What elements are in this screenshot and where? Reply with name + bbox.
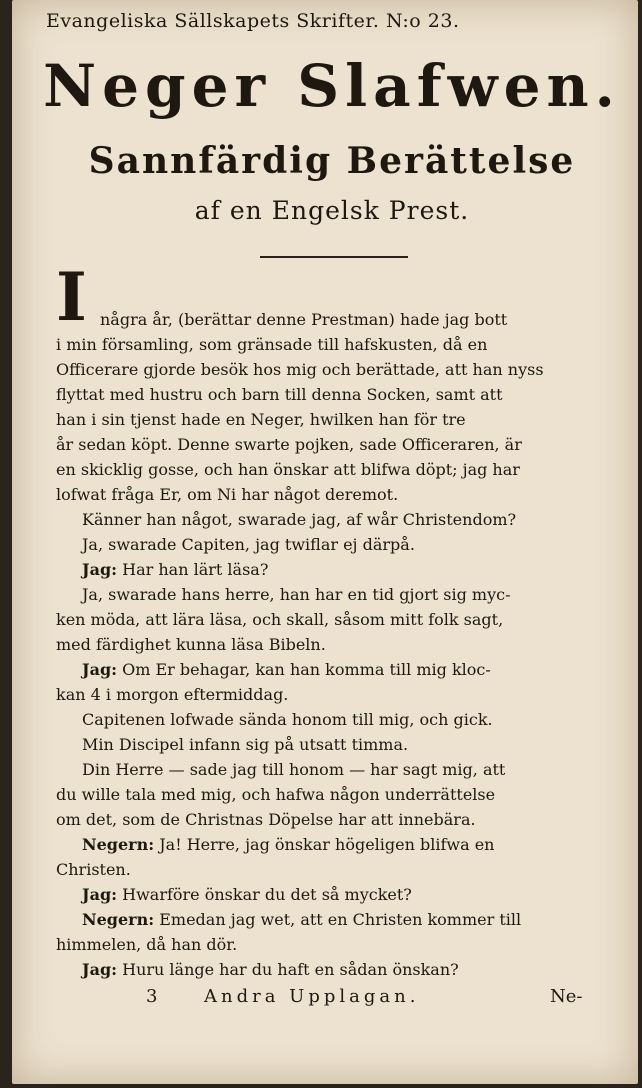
title-divider bbox=[260, 256, 408, 258]
document-title: Neger Slafwen. bbox=[43, 52, 621, 120]
text-line: med färdighet kunna läsa Bibeln. bbox=[56, 635, 326, 654]
text-line: Huru länge har du haft en sådan önskan? bbox=[122, 960, 459, 979]
text-line: Capitenen lofwade sända honom till mig, och gick. bbox=[82, 710, 493, 729]
speaker-label: Jag: bbox=[82, 660, 118, 679]
text-line: flyttat med hustru och barn till denna Socken, samt att bbox=[56, 385, 503, 404]
speaker-label: Negern: bbox=[82, 910, 155, 929]
text-line: Officerare gjorde besök hos mig och berättade, att han nyss bbox=[56, 360, 544, 379]
dialogue-line bbox=[82, 958, 459, 982]
document-subtitle: Sannfärdig Berättelse bbox=[88, 140, 576, 182]
speaker-label: Jag: bbox=[82, 960, 118, 979]
text-line: några år, (berättar denne Prestman) hade jag bott bbox=[100, 310, 508, 329]
text-line: Din Herre — sade jag till honom — har sagt mig, att bbox=[82, 760, 506, 779]
text-line: Ja, swarade hans herre, han har en tid gjort sig myc- bbox=[82, 585, 511, 604]
signature-mark: 3 bbox=[146, 986, 158, 1007]
document-byline: af en Engelsk Prest. bbox=[194, 196, 470, 225]
document-page bbox=[12, 0, 638, 1084]
dialogue-line bbox=[82, 833, 494, 857]
text-line: du wille tala med mig, och hafwa någon underrättelse bbox=[56, 785, 496, 804]
text-line: år sedan köpt. Denne swarte pojken, sade Officeraren, är bbox=[56, 435, 522, 454]
text-line: Christen. bbox=[56, 860, 131, 879]
text-line: Ja, swarade Capiten, jag twiflar ej därpå. bbox=[82, 535, 415, 554]
series-header: Evangeliska Sällskapets Skrifter. N:o 23. bbox=[46, 10, 460, 32]
speaker-label: Negern: bbox=[82, 835, 155, 854]
speaker-label: Jag: bbox=[82, 560, 118, 579]
dialogue-line bbox=[82, 558, 268, 582]
text-line: Ja! Herre, jag önskar högeligen blifwa en bbox=[159, 835, 495, 854]
text-line: Om Er behagar, kan han komma till mig kloc- bbox=[122, 660, 491, 679]
text-line: Min Discipel infann sig på utsatt timma. bbox=[82, 735, 409, 754]
text-line: Emedan jag wet, att en Christen kommer till bbox=[159, 910, 522, 929]
speaker-label: Jag: bbox=[82, 885, 118, 904]
text-line: lofwat fråga Er, om Ni har något deremot. bbox=[56, 485, 399, 504]
text-line: himmelen, då han dör. bbox=[56, 935, 238, 954]
text-line: kan 4 i morgon eftermiddag. bbox=[56, 685, 289, 704]
catchword: Ne- bbox=[550, 986, 583, 1007]
dialogue-line bbox=[82, 658, 491, 682]
text-line: i min församling, som gränsade till hafskusten, då en bbox=[56, 335, 488, 354]
edition-note: Andra Upplagan. bbox=[204, 986, 420, 1007]
text-line: Har han lärt läsa? bbox=[122, 560, 269, 579]
dialogue-line bbox=[82, 908, 521, 932]
text-line: en skicklig gosse, och han önskar att blifwa döpt; jag har bbox=[56, 460, 520, 479]
drop-capital: I bbox=[56, 258, 87, 336]
text-line: ken möda, att lära läsa, och skall, såsom mitt folk sagt, bbox=[56, 610, 504, 629]
text-line: Hwarföre önskar du det så mycket? bbox=[122, 885, 412, 904]
dialogue-line bbox=[82, 883, 412, 907]
text-line: om det, som de Christnas Döpelse har att innebära. bbox=[56, 810, 476, 829]
text-line: Känner han något, swarade jag, af wår Christendom? bbox=[82, 510, 517, 529]
text-line: han i sin tjenst hade en Neger, hwilken han för tre bbox=[56, 410, 466, 429]
